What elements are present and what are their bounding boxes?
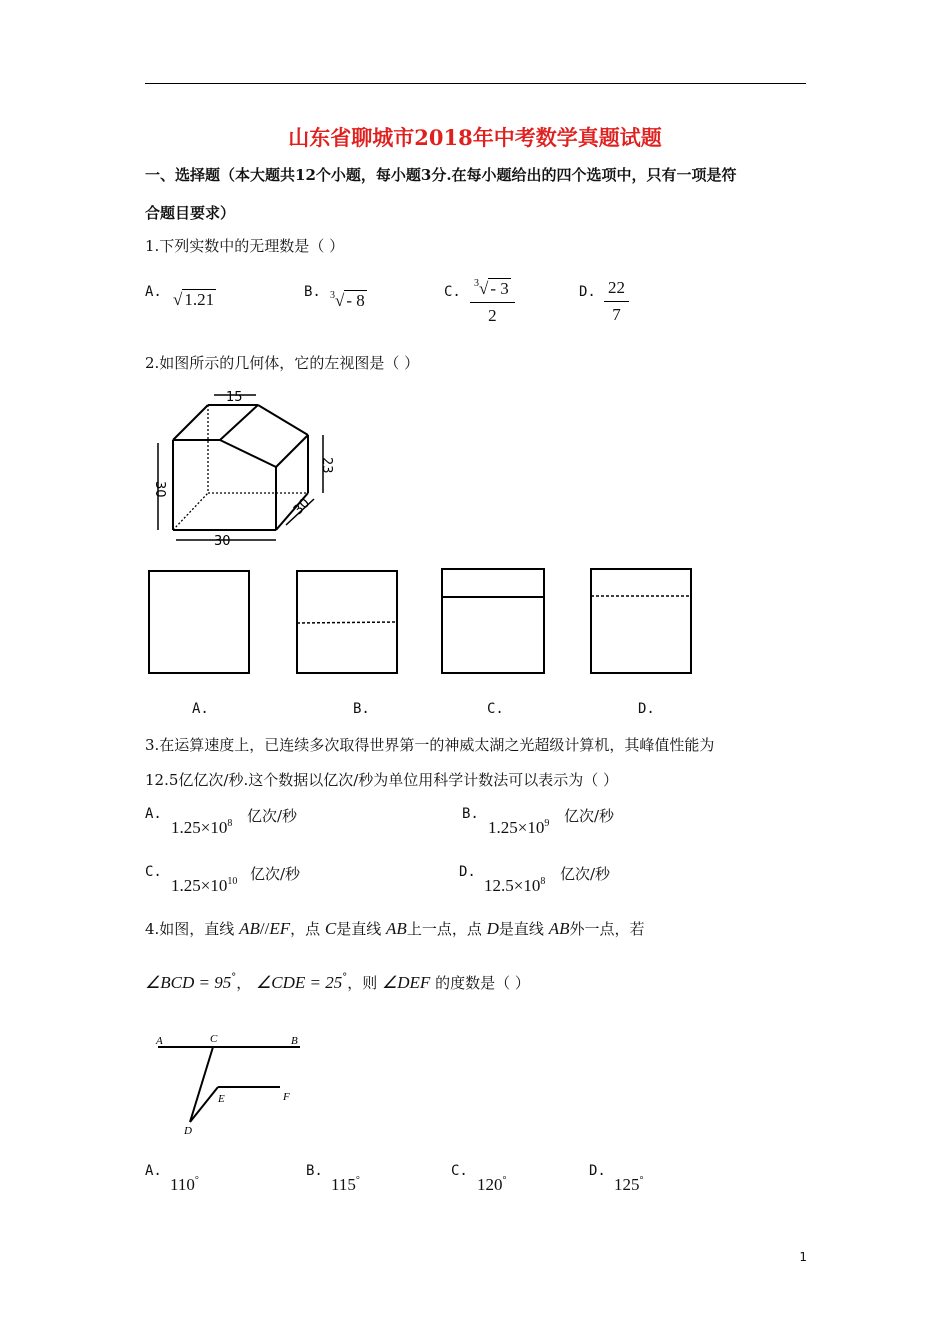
q3-a-value bbox=[171, 818, 232, 838]
fig-label-d: D bbox=[184, 1125, 192, 1137]
q4-b-value bbox=[331, 1175, 360, 1195]
q3-c-label: C. bbox=[145, 864, 162, 880]
q4-text-6: 外一点，若 bbox=[569, 920, 645, 938]
q4-text-3: 是直线 bbox=[336, 920, 382, 938]
q3-d-unit: 亿次/秒 bbox=[560, 865, 611, 883]
q2-solid-figure bbox=[148, 385, 338, 550]
q1-c-label: C. bbox=[444, 284, 461, 300]
q4-text-4: 上一点，点 bbox=[406, 920, 482, 938]
q4-stem-line2 bbox=[145, 972, 530, 993]
q1-c-index: 3 bbox=[474, 278, 479, 289]
q3-d-label: D. bbox=[459, 864, 476, 880]
fig-label-f: F bbox=[283, 1091, 290, 1103]
q1-d-label: D. bbox=[579, 284, 596, 300]
q4-ef: EF bbox=[269, 919, 291, 938]
q4-b-label: B. bbox=[306, 1163, 323, 1179]
q1-stem: 1.下列实数中的无理数是（ ） bbox=[145, 237, 345, 255]
q1-c-denominator: 2 bbox=[488, 306, 497, 325]
q3-d-value bbox=[484, 876, 545, 896]
dim-left-label: 30 bbox=[152, 481, 167, 498]
q4-deg-1: ° bbox=[231, 972, 237, 983]
section-heading-line2: 合题目要求） bbox=[145, 204, 236, 222]
q1-d-value bbox=[604, 278, 629, 325]
q3-c-exp: 10 bbox=[227, 876, 238, 887]
q3-c-coef: 1.25×10 bbox=[171, 876, 228, 895]
option-d-view bbox=[591, 569, 691, 673]
q4-d: D bbox=[486, 919, 499, 938]
q3-b-label: B. bbox=[462, 806, 479, 822]
q3-a-coef: 1.25×10 bbox=[171, 818, 228, 837]
q4-parallel: // bbox=[259, 919, 270, 938]
option-c-view bbox=[442, 569, 544, 673]
q4-a-value bbox=[170, 1175, 199, 1195]
q3-line1: 3.在运算速度上，已连续多次取得世界第一的神威太湖之光超级计算机，其峰值性能为 bbox=[145, 736, 715, 754]
q3-line2: 12.5亿亿次/秒.这个数据以亿次/秒为单位用科学计数法可以表示为（ ） bbox=[145, 771, 619, 789]
q1-a-value: √ 1.21 bbox=[173, 290, 215, 309]
q1-c-value: $\frac{^3√ - 3}{2}$ bbox=[470, 278, 515, 326]
q4-then: ，则 bbox=[347, 974, 378, 992]
q4-d-num: 125 bbox=[614, 1175, 640, 1194]
q4-b-num: 115 bbox=[331, 1175, 356, 1194]
q4-a-num: 110 bbox=[170, 1175, 195, 1194]
q4-text-1: 4.如图，直线 bbox=[145, 920, 235, 938]
q4-a-label: A. bbox=[145, 1163, 162, 1179]
q4-text-2: ，点 bbox=[290, 920, 321, 938]
section-heading-line1: 一、选择题（本大题共12个小题，每小题3分.在每小题给出的四个选项中，只有一项是符 bbox=[145, 166, 737, 184]
q3-c-value bbox=[171, 876, 237, 896]
page-title: 山东省聊城市2018年中考数学真题试题 bbox=[288, 125, 662, 150]
q1-a-radicand: 1.21 bbox=[184, 290, 215, 309]
q4-angle-def: ∠DEF bbox=[382, 973, 431, 992]
page-number: 1 bbox=[799, 1250, 807, 1264]
q4-figure bbox=[150, 1030, 310, 1140]
fig-label-c: C bbox=[210, 1033, 218, 1045]
q1-b-radicand: - 8 bbox=[346, 291, 365, 310]
q1-b-label: B. bbox=[304, 284, 321, 300]
q1-d-numerator: 22 bbox=[604, 278, 629, 302]
q4-ab-3: AB bbox=[548, 919, 570, 938]
q1-a-label: A. bbox=[145, 284, 162, 300]
q4-d-value bbox=[614, 1175, 644, 1195]
q4-ab: AB bbox=[239, 919, 260, 938]
q3-a-label: A. bbox=[145, 806, 162, 822]
q2-stem: 2.如图所示的几何体，它的左视图是（ ） bbox=[145, 354, 420, 372]
fig-label-b: B bbox=[291, 1035, 298, 1047]
q2-label-b: B. bbox=[353, 701, 370, 717]
q3-b-exp: 9 bbox=[544, 818, 550, 829]
option-a-view bbox=[149, 571, 249, 673]
q2-label-c: C. bbox=[487, 701, 504, 717]
q4-c-deg: ° bbox=[502, 1175, 507, 1186]
q3-d-coef: 12.5×10 bbox=[484, 876, 541, 895]
q3-b-value bbox=[488, 818, 549, 838]
q4-d-deg: ° bbox=[639, 1175, 644, 1186]
fig-label-a: A bbox=[156, 1035, 163, 1047]
q4-stem-line1 bbox=[145, 918, 645, 939]
q3-c-unit: 亿次/秒 bbox=[250, 865, 301, 883]
q1-c-radicand: - 3 bbox=[490, 279, 509, 298]
fig-label-e: E bbox=[218, 1093, 225, 1105]
q4-angle-bcd: ∠BCD = 95 bbox=[145, 973, 232, 992]
q2-options-figure bbox=[145, 565, 705, 680]
q4-b-deg: ° bbox=[355, 1175, 360, 1186]
q4-tail: 的度数是（ ） bbox=[435, 974, 530, 992]
header-rule bbox=[145, 83, 806, 84]
q4-c-num: 120 bbox=[477, 1175, 503, 1194]
q4-c: C bbox=[324, 919, 337, 938]
dim-top-label: 15 bbox=[226, 390, 243, 405]
q4-a-deg: ° bbox=[194, 1175, 199, 1186]
q1-b-value: $^3$√ - 8 bbox=[330, 290, 365, 310]
q3-b-unit: 亿次/秒 bbox=[564, 807, 615, 825]
q3-a-exp: 8 bbox=[227, 818, 233, 829]
dim-bottom-label: 30 bbox=[214, 534, 231, 549]
q3-d-exp: 8 bbox=[540, 876, 546, 887]
q4-ab-2: AB bbox=[386, 919, 407, 938]
q1-b-index: 3 bbox=[330, 290, 335, 301]
q4-c-value bbox=[477, 1175, 507, 1195]
q3-b-coef: 1.25×10 bbox=[488, 818, 545, 837]
dim-right-label: 23 bbox=[319, 457, 334, 474]
q4-text-5: 是直线 bbox=[498, 920, 544, 938]
dim-depth-label: 30 bbox=[290, 495, 314, 519]
q4-deg-2: ° bbox=[342, 972, 348, 983]
q2-label-d: D. bbox=[638, 701, 655, 717]
q4-angle-cde: ∠CDE = 25 bbox=[256, 973, 343, 992]
q4-c-label: C. bbox=[451, 1163, 468, 1179]
q4-d-label: D. bbox=[589, 1163, 606, 1179]
q4-comma: ， bbox=[236, 974, 252, 992]
q1-d-denominator: 7 bbox=[612, 305, 621, 324]
q2-label-a: A. bbox=[192, 701, 209, 717]
q3-a-unit: 亿次/秒 bbox=[247, 807, 298, 825]
